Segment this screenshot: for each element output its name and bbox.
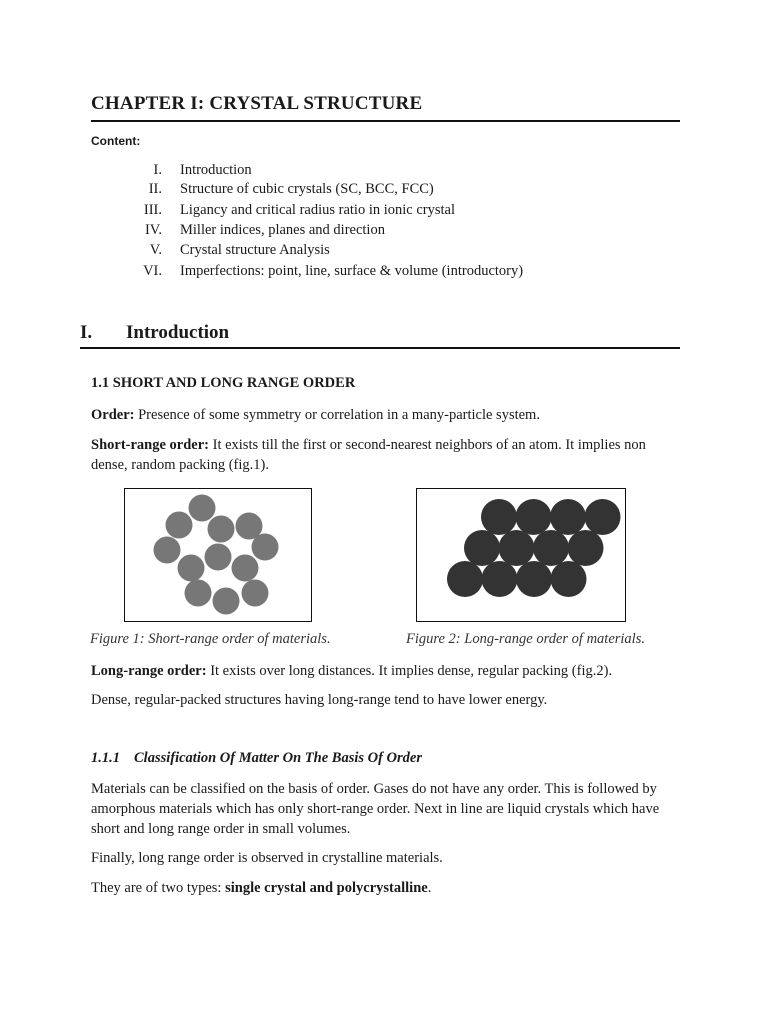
- toc-item-number: III.: [143, 202, 162, 218]
- short-range-definition: [91, 435, 681, 475]
- atom-circle: [185, 580, 212, 607]
- classification-paragraph-2: Finally, long range order is observed in crystalline materials.: [91, 850, 443, 866]
- long-range-diagram: [417, 489, 625, 621]
- toc-item-number: I.: [153, 162, 162, 178]
- atom-circle: [464, 530, 500, 566]
- atom-circle: [208, 516, 235, 543]
- chapter-title: CHAPTER I: CRYSTAL STRUCTURE: [91, 93, 423, 114]
- classification-heading: [91, 750, 422, 767]
- subsection-heading: 1.1 SHORT AND LONG RANGE ORDER: [91, 375, 356, 391]
- toc-item-label: Introduction: [180, 162, 252, 178]
- long-range-definition: [91, 661, 681, 681]
- atom-circle: [516, 561, 552, 597]
- atom-circle: [481, 499, 517, 535]
- order-term: Order:: [91, 407, 135, 423]
- classification-number: 1.1.1: [91, 750, 120, 766]
- toc-item-label: Ligancy and critical radius ratio in ionic crystal: [180, 202, 455, 218]
- atom-circle: [482, 561, 518, 597]
- section-title: Introduction: [126, 322, 230, 343]
- classification-paragraph-1: Materials can be classified on the basis of order. Gases do not have any order. This is followed by amorphous materials which has only short-range order. Next in line are liquid crystals which have short and long range order in small volumes.: [91, 781, 660, 837]
- figure-long-range: [416, 488, 626, 622]
- figure-2-caption: Figure 2: Long-range order of materials.: [406, 631, 645, 647]
- order-definition: [91, 405, 681, 425]
- types-bold: single crystal and polycrystalline: [225, 880, 428, 896]
- atom-circle: [447, 561, 483, 597]
- atom-circle: [551, 561, 587, 597]
- section-number: I.: [80, 322, 93, 343]
- classification-title: Classification Of Matter On The Basis Of Order: [134, 750, 423, 766]
- toc-item: [120, 242, 620, 262]
- chapter-title-rule: [91, 120, 680, 122]
- long-range-text: It exists over long distances. It implies dense, regular packing (fig.2).: [206, 663, 613, 679]
- figure-short-range: [124, 488, 312, 622]
- short-range-term: Short-range order:: [91, 437, 209, 453]
- short-range-diagram: [125, 489, 311, 621]
- content-label: Content:: [91, 134, 141, 148]
- long-range-term: Long-range order:: [91, 663, 207, 679]
- atom-circle: [166, 512, 193, 539]
- toc-item-number: V.: [149, 242, 162, 258]
- dense-structures-text: Dense, regular-packed structures having long-range tend to have lower energy.: [91, 692, 548, 708]
- toc-item: [120, 181, 620, 201]
- atom-circle: [252, 534, 279, 561]
- atom-circle: [232, 555, 259, 582]
- toc-item-label: Structure of cubic crystals (SC, BCC, FCC): [180, 181, 434, 197]
- toc-item: [120, 263, 620, 283]
- atom-circle: [585, 499, 621, 535]
- order-text: Presence of some symmetry or correlation in a many-particle system.: [134, 407, 540, 423]
- toc-item-label: Crystal structure Analysis: [180, 242, 330, 258]
- atom-circle: [533, 530, 569, 566]
- figure-1-caption: Figure 1: Short-range order of materials.: [90, 631, 331, 647]
- atom-circle: [499, 530, 535, 566]
- toc-item: [120, 162, 620, 182]
- atom-circle: [242, 580, 269, 607]
- atom-circle: [178, 555, 205, 582]
- atom-circle: [154, 537, 181, 564]
- section-rule: [80, 347, 680, 349]
- atom-circle: [213, 588, 240, 615]
- atom-circle: [189, 495, 216, 522]
- toc-item: [120, 222, 620, 242]
- atom-circle: [550, 499, 586, 535]
- atom-circle: [205, 544, 232, 571]
- classification-paragraph-3: [91, 878, 681, 898]
- toc-item-number: II.: [148, 181, 162, 197]
- short-range-text: It exists till the first or second-nearest neighbors of an atom. It implies non dense, random packing (fig.1).: [91, 437, 646, 473]
- toc-item-label: Imperfections: point, line, surface & volume (introductory): [180, 263, 524, 279]
- toc-item-number: VI.: [143, 263, 162, 279]
- toc-item-label: Miller indices, planes and direction: [180, 222, 385, 238]
- toc-item: [120, 202, 620, 222]
- types-prefix: They are of two types:: [91, 880, 226, 896]
- atom-circle: [568, 530, 604, 566]
- toc-item-number: IV.: [144, 222, 162, 238]
- atom-circle: [516, 499, 552, 535]
- types-suffix: .: [427, 880, 432, 896]
